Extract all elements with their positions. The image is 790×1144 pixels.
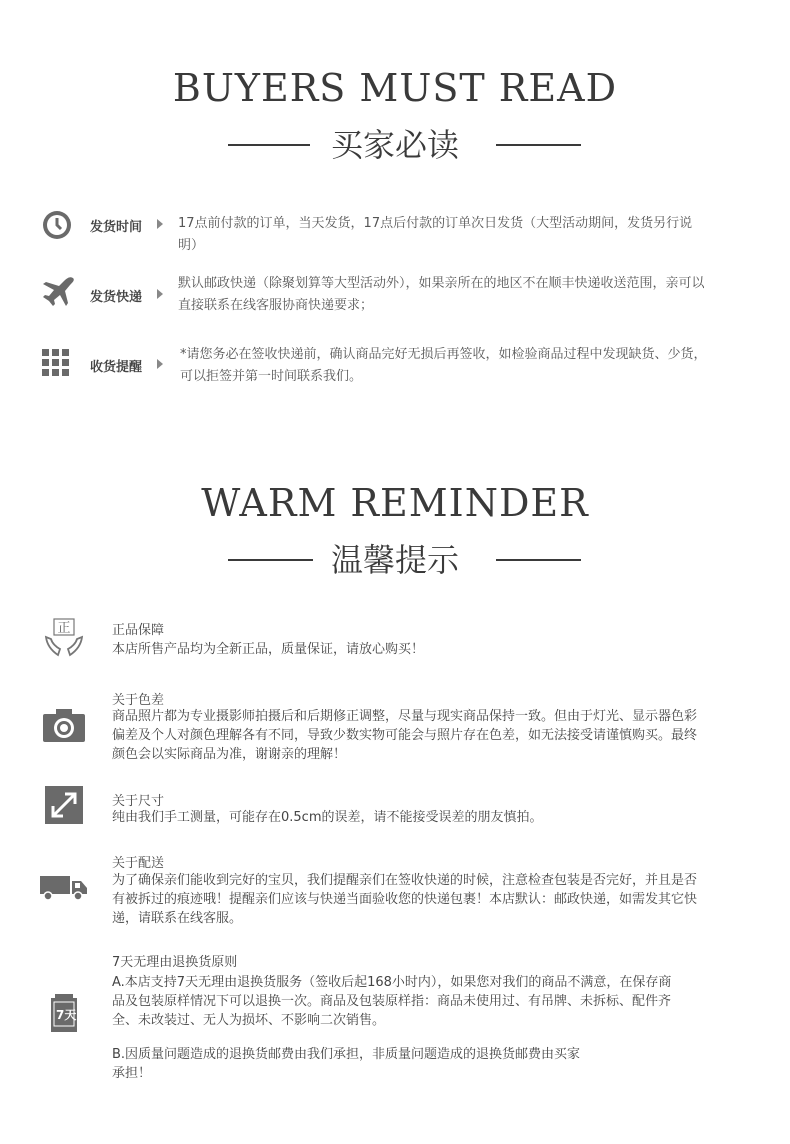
row-text-receipt: *请您务必在签收快递前，确认商品完好无损后再签收，如检验商品过程中发现缺货、少货，可以拒签并第一时间联系我们。 — [180, 347, 707, 384]
arrow-right-icon — [157, 289, 163, 299]
row-text-courier: 默认邮政快递（除聚划算等大型活动外），如果亲所在的地区不在顺丰快递收送范围，亲可以直接联系在线客服协商快递要求； — [178, 276, 705, 313]
airplane-icon — [40, 275, 76, 313]
section1-title-en: BUYERS MUST READ — [172, 66, 618, 110]
seven-day-icon-label: 7天 — [56, 1008, 77, 1022]
grid-icon — [42, 349, 70, 381]
arrow-right-icon — [157, 219, 163, 229]
item-text-color: 商品照片都为专业摄影师拍摄后和后期修正调整，尽量与现实商品保持一致。但由于灯光、显示器色彩偏差及个人对颜色理解各有不同，导致少数实物可能会与照片存在色差，如无法接受请谨慎购买。最终颜色会以实际商品为准，谢谢亲的理解！ — [112, 709, 698, 762]
section1-title-cn: 买家必读 — [330, 126, 459, 164]
row-label-courier: 发货快递 — [90, 290, 143, 305]
seven-day-icon — [49, 994, 79, 1038]
item-title-size: 关于尺寸 — [112, 794, 165, 809]
item-text-size: 纯由我们手工测量，可能存在0.5cm的误差，请不能接受误差的朋友慎拍。 — [112, 810, 543, 825]
item-text-return-a: A.本店支持7天无理由退换货服务（签收后起168小时内），如果您对我们的商品不满意，在保存商品及包装原样情况下可以退换一次。商品及包装原样指：商品未使用过、有吊牌、未拆标、配件齐全、未改装过、无人为损坏、不影响二次销售。 — [112, 975, 672, 1028]
item-text-genuine: 本店所售产品均为全新正品，质量保证，请放心购买！ — [112, 642, 425, 657]
clock-icon — [42, 210, 72, 244]
item-title-color: 关于色差 — [112, 693, 165, 708]
row-text-ship-time: 17点前付款的订单，当天发货，17点后付款的订单次日发货（大型活动期间，发货另行说明） — [178, 216, 693, 253]
item-text-delivery: 为了确保亲们能收到完好的宝贝，我们提醒亲们在签收快递的时候，注意检查包装是否完好，并且是否有被拆过的痕迹哦！提醒亲们应该与快递当面验收您的快递包裹！本店默认：邮政快递，如需发其它快递，请联系在线客服。 — [112, 873, 698, 926]
item-text-return-b: B.因质量问题造成的退换货邮费由我们承担，非质量问题造成的退换货邮费由买家承担！ — [112, 1047, 581, 1081]
section2-title-cn-row — [0, 540, 790, 580]
item-title-genuine: 正品保障 — [112, 623, 165, 638]
section2-title-en: WARM REMINDER — [201, 481, 589, 525]
row-label-receipt: 收货提醒 — [90, 360, 143, 375]
title-rule-right — [496, 144, 581, 146]
truck-icon — [40, 874, 88, 906]
item-title-delivery: 关于配送 — [112, 856, 165, 871]
item-title-return: 7天无理由退换货原则 — [112, 955, 238, 970]
camera-icon — [42, 707, 86, 747]
title-rule-right — [496, 559, 581, 561]
section2-title-cn: 温馨提示 — [330, 541, 459, 579]
resize-arrow-icon — [45, 786, 83, 828]
arrow-right-icon — [157, 359, 163, 369]
svg-text:正: 正 — [57, 621, 71, 636]
genuine-hands-icon — [42, 615, 86, 663]
section1-title-cn-row — [0, 125, 790, 165]
row-label-ship-time: 发货时间 — [90, 220, 143, 235]
